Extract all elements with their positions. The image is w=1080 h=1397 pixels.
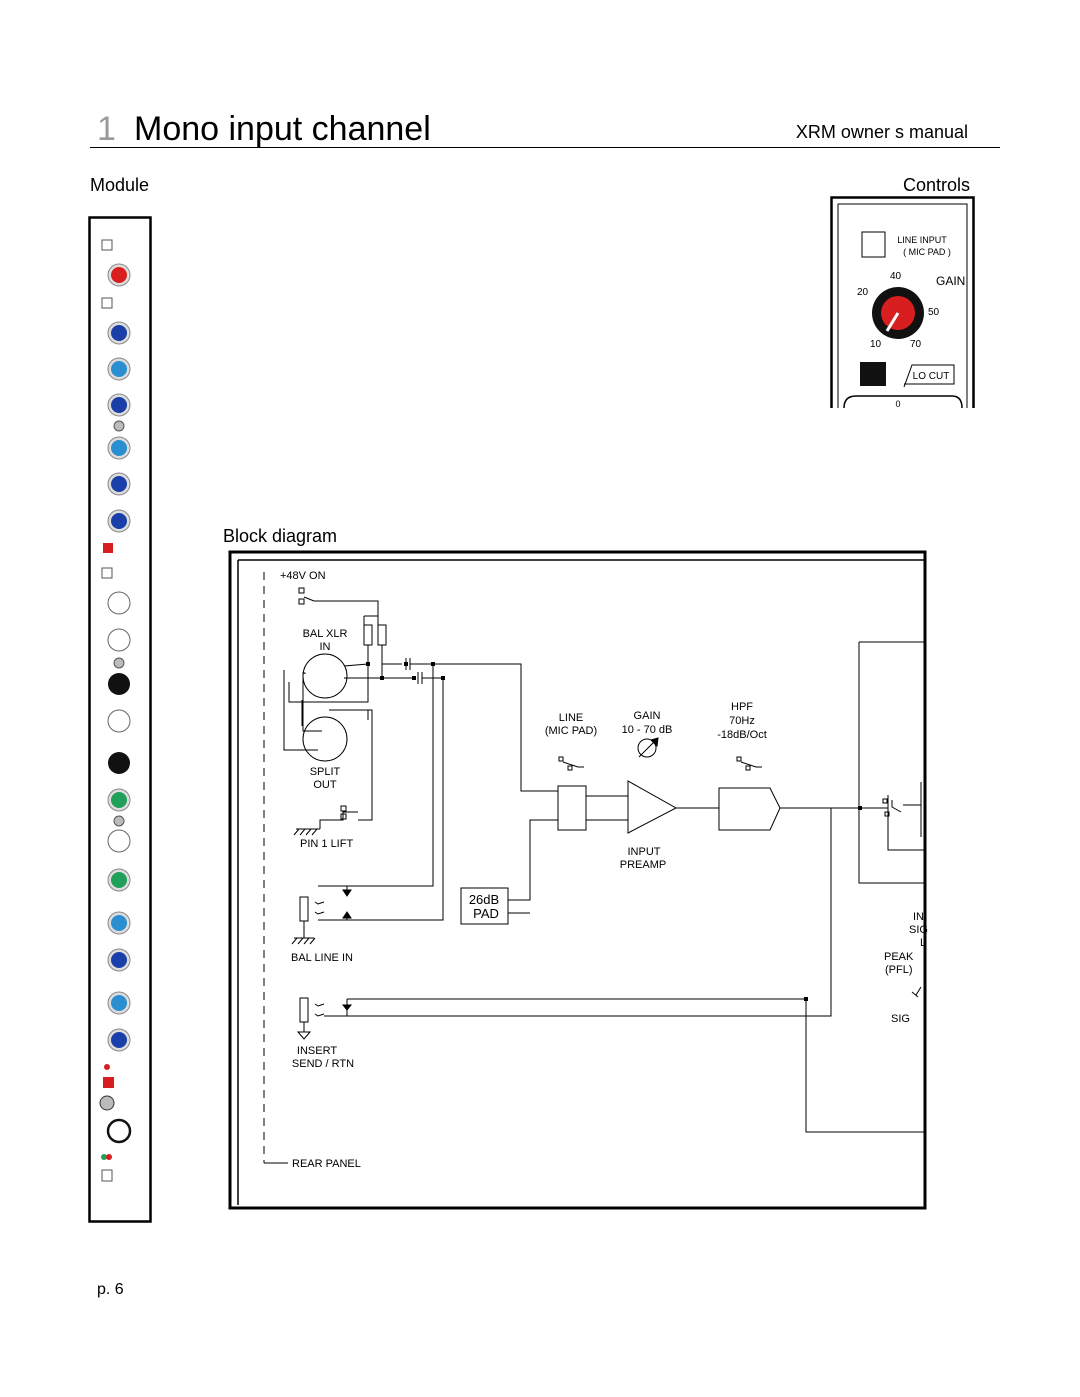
label-pin1-lift: PIN 1 LIFT	[300, 838, 354, 850]
label-gain-range: 10 - 70 dB	[621, 724, 673, 736]
label-send-rtn: SEND / RTN	[291, 1058, 355, 1070]
strip-knob-blue-2[interactable]	[111, 1032, 127, 1048]
gain-scale-50: 50	[928, 307, 940, 318]
header-rule	[90, 147, 1000, 148]
strip-eq-knob-6[interactable]	[111, 513, 127, 529]
strip-led-red-2	[106, 1154, 112, 1160]
controls-heading: Controls	[902, 175, 970, 195]
bottom-zero-mark: 0	[895, 399, 901, 409]
chapter-title: Mono input channel	[134, 110, 431, 148]
block-diagram	[228, 550, 928, 1212]
module-strip	[88, 216, 154, 1224]
pad-value: 26dB	[468, 892, 500, 907]
label-sig-partial: SIG	[909, 924, 928, 936]
label-mic-pad: (MIC PAD)	[544, 725, 598, 737]
gain-scale-10: 10	[870, 339, 882, 350]
strip-knob-white-3[interactable]	[108, 710, 130, 732]
gain-label: GAIN	[936, 274, 966, 288]
label-peak: PEAK	[884, 951, 914, 963]
line-input-button[interactable]	[862, 232, 885, 257]
strip-red-button[interactable]	[103, 1077, 114, 1088]
label-split: SPLIT	[309, 766, 341, 778]
label-out: OUT	[313, 779, 337, 791]
lo-cut-label: LO CUT	[912, 371, 950, 382]
lo-cut-button[interactable]	[860, 362, 886, 386]
label-bal-xlr: BAL XLR	[302, 628, 348, 640]
label-in-partial: IN	[913, 911, 924, 923]
strip-aux-button[interactable]	[102, 568, 112, 578]
chapter-number: 1	[97, 110, 116, 148]
strip-pan-knob[interactable]	[108, 1120, 130, 1142]
strip-eq-knob-3[interactable]	[111, 397, 127, 413]
line-input-label: LINE INPUT	[897, 235, 947, 245]
strip-knob-light-blue-1[interactable]	[111, 915, 127, 931]
gain-scale-40: 40	[890, 271, 902, 282]
label-gain: GAIN	[633, 710, 661, 722]
strip-knob-light-blue-2[interactable]	[111, 995, 127, 1011]
label-phantom: +48V ON	[280, 570, 326, 582]
strip-eq-knob-5[interactable]	[111, 476, 127, 492]
strip-locut-button[interactable]	[102, 298, 112, 308]
strip-eq-knob-2[interactable]	[111, 361, 127, 377]
label-bal-line-in: BAL LINE IN	[291, 952, 353, 964]
module-heading: Module	[90, 175, 150, 195]
manual-title: XRM owner s manual	[795, 122, 968, 142]
mic-pad-label: ( MIC PAD )	[903, 247, 951, 257]
label-hpf-freq: 70Hz	[729, 715, 755, 727]
strip-knob-black-2[interactable]	[108, 752, 130, 774]
gain-scale-20: 20	[857, 287, 869, 298]
strip-eq-switch[interactable]	[103, 543, 113, 553]
pad-label: PAD	[473, 906, 499, 921]
label-pfl: (PFL)	[885, 964, 913, 976]
strip-knob-black-1[interactable]	[108, 673, 130, 695]
strip-gain-knob[interactable]	[111, 267, 127, 283]
label-insert: INSERT	[296, 1045, 338, 1057]
label-in: IN	[319, 641, 331, 653]
label-sig: SIG	[891, 1013, 910, 1025]
strip-eq-knob-1[interactable]	[111, 325, 127, 341]
strip-knob-white-1[interactable]	[108, 592, 130, 614]
strip-knob-white-2[interactable]	[108, 629, 130, 651]
strip-mute-button[interactable]	[102, 1170, 112, 1181]
strip-knob-green-1[interactable]	[111, 792, 127, 808]
page-number: p. 6	[97, 1281, 124, 1298]
strip-line-input-button[interactable]	[102, 240, 112, 250]
label-l-partial: L	[920, 937, 927, 949]
controls-panel	[830, 196, 976, 412]
strip-knob-green-2[interactable]	[111, 872, 127, 888]
label-line: LINE	[558, 712, 584, 724]
label-hpf-slope: -18dB/Oct	[717, 729, 767, 741]
strip-knob-blue-1[interactable]	[111, 952, 127, 968]
strip-knob-white-4[interactable]	[108, 830, 130, 852]
label-preamp: PREAMP	[619, 859, 667, 871]
label-input: INPUT	[627, 846, 661, 858]
label-hpf-title: HPF	[731, 701, 753, 713]
strip-eq-knob-4[interactable]	[111, 440, 127, 456]
block-diagram-heading: Block diagram	[223, 526, 338, 546]
strip-led-red	[104, 1064, 110, 1070]
label-rear-panel: REAR PANEL	[292, 1158, 361, 1170]
gain-scale-70: 70	[910, 339, 922, 350]
